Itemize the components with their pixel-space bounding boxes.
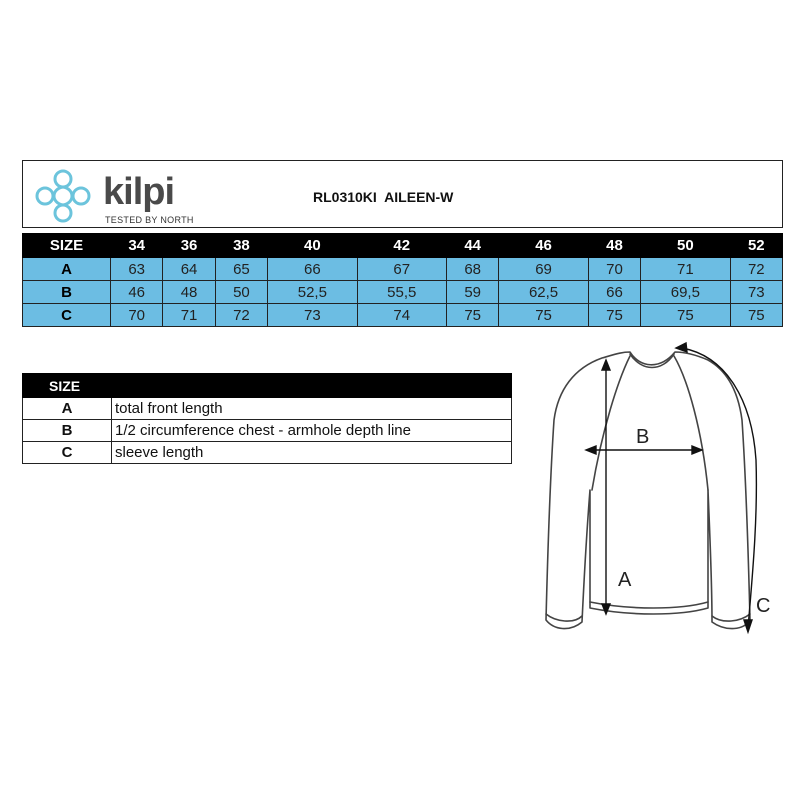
brand-logo [31,167,211,225]
table-cell: 69 [499,258,588,281]
size-header-cell: 50 [641,234,730,258]
table-cell: 63 [111,258,163,281]
table-cell: 70 [588,258,640,281]
table-cell: 48 [163,281,215,304]
table-cell: 62,5 [499,281,588,304]
table-cell: 66 [268,258,357,281]
arrow-b-right [692,446,702,454]
table-cell: 69,5 [641,281,730,304]
table-cell: 59 [446,281,498,304]
table-cell: 75 [446,304,498,327]
table-cell: 66 [588,281,640,304]
table-cell: 50 [215,281,267,304]
raglan-seam-right [674,356,708,490]
table-cell: 67 [357,258,446,281]
size-header-cell: 42 [357,234,446,258]
size-header-cell: 52 [730,234,782,258]
table-cell: 68 [446,258,498,281]
legend-code: A [23,398,112,420]
table-cell: 73 [268,304,357,327]
shirt-outline [546,352,750,629]
header-box [22,160,783,228]
raglan-seam-left [592,356,630,490]
legend-row [23,420,512,442]
size-header-label: SIZE [23,234,111,258]
table-cell: 71 [641,258,730,281]
legend-table [22,373,512,464]
table-cell: 52,5 [268,281,357,304]
table-cell: 70 [111,304,163,327]
legend-description: sleeve length [112,442,512,464]
table-cell: 72 [215,304,267,327]
size-header-cell: 40 [268,234,357,258]
legend-code: B [23,420,112,442]
brand-tagline: TESTED BY NORTH [105,215,194,225]
legend-row [23,442,512,464]
row-code: A [23,258,111,281]
table-cell: 73 [730,281,782,304]
legend-description: 1/2 circumference chest - armhole depth line [112,420,512,442]
label-c: C [756,595,771,617]
table-row [23,304,783,327]
legend-header-row [23,374,512,398]
arrow-a-top [602,360,610,370]
garment-diagram [530,340,790,640]
size-header-row [23,234,783,258]
table-cell: 71 [163,304,215,327]
long-sleeve-shirt-icon [530,340,790,640]
table-cell: 74 [357,304,446,327]
legend-description: total front length [112,398,512,420]
arrow-c-top [676,343,687,352]
size-header-cell: 34 [111,234,163,258]
legend-header-label: SIZE [23,374,512,398]
table-cell: 65 [215,258,267,281]
size-header-cell: 48 [588,234,640,258]
size-header-cell: 46 [499,234,588,258]
legend-row [23,398,512,420]
size-header-cell: 38 [215,234,267,258]
size-header-cell: 36 [163,234,215,258]
arrow-b-left [586,446,596,454]
table-cell: 75 [730,304,782,327]
label-b: B [636,426,650,448]
cuff-left [546,614,582,621]
row-code: B [23,281,111,304]
brand-name: kilpi [103,171,175,213]
row-code: C [23,304,111,327]
table-row [23,258,783,281]
table-cell: 75 [499,304,588,327]
celtic-knot-icon [31,167,95,225]
size-header-cell: 44 [446,234,498,258]
table-cell: 64 [163,258,215,281]
table-cell: 75 [641,304,730,327]
size-table [22,233,783,327]
table-cell: 55,5 [357,281,446,304]
table-cell: 75 [588,304,640,327]
table-cell: 46 [111,281,163,304]
label-a: A [618,569,632,591]
table-cell: 72 [730,258,782,281]
product-code: RL0310KI AILEEN-W [313,189,454,205]
table-row [23,281,783,304]
legend-code: C [23,442,112,464]
arrow-a-bottom [602,604,610,614]
